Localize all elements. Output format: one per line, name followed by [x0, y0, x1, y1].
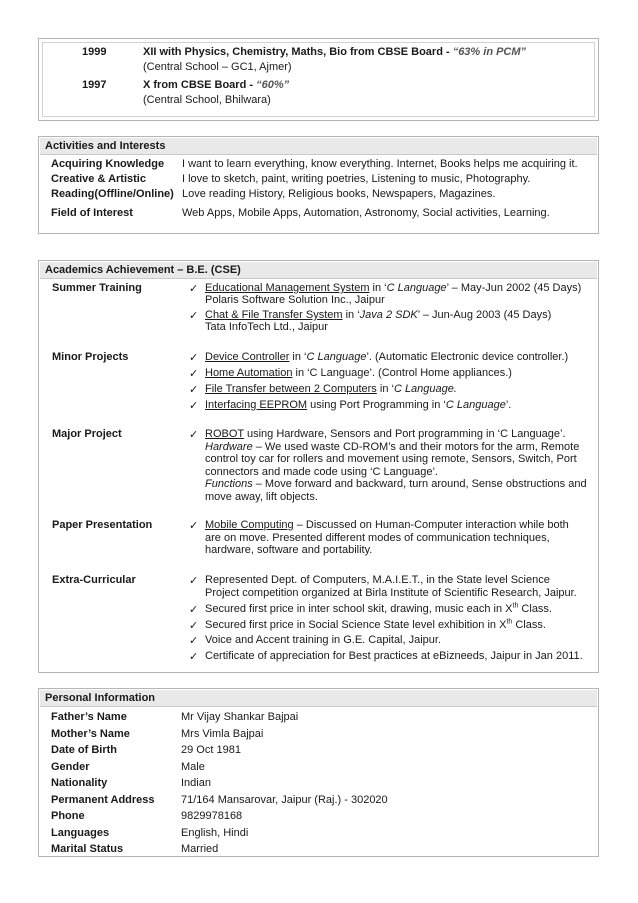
minor-item-text-a: in ‘ [376, 383, 394, 395]
summer-item-2-link[interactable]: Chat & File Transfer System [205, 309, 343, 321]
extra-item-3 [205, 619, 546, 631]
paper-presentation-link[interactable]: Mobile Computing [205, 519, 294, 531]
activity-text: I love to sketch, paint, writing poetries, Listening to music, Photography. [182, 173, 531, 185]
academics-header: Academics Achievement – B.E. (CSE) [40, 262, 597, 279]
edu-score-1: “63% in PCM” [452, 46, 527, 58]
activities-section [38, 136, 599, 234]
personal-header: Personal Information [40, 690, 597, 707]
extra-item-2 [205, 603, 552, 615]
check-icon: ✓ [189, 651, 199, 663]
check-icon: ✓ [189, 575, 199, 587]
personal-value: 71/164 Mansarovar, Jaipur (Raj.) - 302020 [181, 794, 388, 806]
summer-item-2-lang: Java 2 SDK [359, 309, 418, 321]
extra-item-3-text-a: Secured first price in Social Science State level exhibition in X [205, 619, 507, 631]
personal-label: Permanent Address [51, 794, 155, 806]
paper-presentation-text [205, 519, 587, 557]
personal-label: Languages [51, 827, 110, 839]
summer-item-2-text-a: in ‘ [342, 309, 360, 321]
education-section [38, 38, 599, 121]
major-hardware-label: Hardware [205, 440, 253, 453]
personal-label: Date of Birth [51, 744, 117, 756]
summer-item-1-text-b: ’ – May-Jun 2002 (45 Days) [446, 282, 582, 294]
personal-label: Mother’s Name [51, 728, 130, 740]
edu-title-1 [143, 46, 526, 58]
check-icon: ✓ [189, 283, 199, 295]
minor-item [205, 351, 568, 363]
personal-section [38, 688, 599, 857]
minor-item-text-a: using Port Programming in ‘ [307, 399, 446, 411]
edu-school-1: (Central School – GC1, Ajmer) [143, 61, 292, 73]
paper-presentation-body: – Discussed on Human-Computer interaction while both are on move. Presented different modes of communication techniques, hardware, software and portability. [205, 519, 569, 556]
minor-item-lang: C Language [306, 351, 367, 363]
summer-item-1-text-a: in ‘ [369, 282, 387, 294]
edu-year-2: 1997 [82, 79, 107, 91]
personal-label: Father’s Name [51, 711, 127, 723]
minor-item-lang: C Language. [393, 383, 457, 395]
personal-label: Gender [51, 761, 90, 773]
extra-item-3-text-b: Class. [512, 619, 546, 631]
personal-value: 9829978168 [181, 810, 243, 822]
summer-item-2 [205, 309, 551, 321]
activity-label: Acquiring Knowledge [51, 158, 165, 170]
minor-item-lang: C Language [445, 399, 506, 411]
personal-value: Male [181, 761, 205, 773]
edu-title-1-text: XII with Physics, Chemistry, Maths, Bio from CBSE Board - [143, 46, 453, 58]
minor-projects-label: Minor Projects [52, 351, 129, 363]
activities-header: Activities and Interests [40, 138, 597, 155]
check-icon: ✓ [189, 310, 199, 322]
check-icon: ✓ [189, 384, 199, 396]
check-icon: ✓ [189, 368, 199, 380]
personal-value: Married [181, 843, 219, 855]
activity-label: Reading(Offline/Online) [51, 188, 174, 200]
personal-label: Phone [51, 810, 85, 822]
minor-item [205, 367, 512, 379]
extra-item-3-sup: th [506, 618, 513, 626]
activity-text: Web Apps, Mobile Apps, Automation, Astronomy, Social activities, Learning. [182, 207, 550, 219]
minor-item-link[interactable]: File Transfer between 2 Computers [205, 383, 377, 395]
major-functions-label: Functions [205, 478, 253, 490]
minor-item-text-a: in ‘ [289, 351, 307, 363]
check-icon: ✓ [189, 620, 199, 632]
minor-item-text-b: ’. [505, 399, 512, 411]
minor-item [205, 383, 457, 395]
extra-curricular-label: Extra-Curricular [52, 574, 136, 586]
personal-value: Indian [181, 777, 211, 789]
minor-item-link[interactable]: Home Automation [205, 367, 293, 379]
major-project-text [205, 428, 587, 503]
check-icon: ✓ [189, 604, 199, 616]
summer-item-1-lang: C Language [386, 282, 447, 294]
check-icon: ✓ [189, 635, 199, 647]
extra-item-2-text-b: Class. [518, 603, 552, 615]
activity-text: Love reading History, Religious books, Newspapers, Magazines. [182, 188, 496, 200]
extra-item-2-text-a: Secured first price in inter school skit, drawing, music each in X [205, 603, 513, 615]
edu-title-2-text: X from CBSE Board - [143, 79, 257, 91]
summer-item-1 [205, 282, 581, 294]
extra-item-1: Represented Dept. of Computers, M.A.I.E.T., in the State level Science Project competition organized at Birla Institute of Scientific Research, Jaipur. [205, 574, 577, 599]
check-icon: ✓ [189, 352, 199, 364]
personal-value: English, Hindi [181, 827, 249, 839]
activity-label: Creative & Artistic [51, 173, 146, 185]
activity-text: I want to learn everything, know everything. Internet, Books helps me acquiring it. [182, 158, 578, 170]
personal-label: Nationality [51, 777, 108, 789]
personal-label: Marital Status [51, 843, 124, 855]
major-project-label: Major Project [52, 428, 122, 440]
extra-item-2-sup: th [512, 602, 519, 610]
extra-item-5: Certificate of appreciation for Best practices at eBizneeds, Jaipur in Jan 2011. [205, 650, 583, 662]
personal-value: Mr Vijay Shankar Bajpai [181, 711, 299, 723]
minor-item-text-b: ’. (Automatic Electronic device controller.) [366, 351, 569, 363]
check-icon: ✓ [189, 520, 199, 532]
summer-item-1-link[interactable]: Educational Management System [205, 282, 370, 294]
check-icon: ✓ [189, 400, 199, 412]
check-icon: ✓ [189, 429, 199, 441]
major-project-link[interactable]: ROBOT [205, 428, 244, 440]
minor-item [205, 399, 511, 411]
edu-school-2: (Central School, Bhilwara) [143, 94, 271, 106]
personal-value: 29 Oct 1981 [181, 744, 241, 756]
major-project-intro: using Hardware, Sensors and Port programming in ‘C Language’. [243, 428, 566, 440]
summer-item-1-company: Polaris Software Solution Inc., Jaipur [205, 294, 385, 306]
minor-item-link[interactable]: Device Controller [205, 351, 290, 363]
summer-item-2-text-b: ’ – Jun-Aug 2003 (45 Days) [417, 309, 552, 321]
minor-item-link[interactable]: Interfacing EEPROM [205, 399, 308, 411]
paper-presentation-label: Paper Presentation [52, 519, 153, 531]
minor-item-text-a: in ‘C Language’. (Control Home appliances.) [292, 367, 512, 379]
edu-title-2 [143, 79, 289, 91]
academics-section [38, 260, 599, 673]
personal-value: Mrs Vimla Bajpai [181, 728, 264, 740]
major-functions-text: – Move forward and backward, turn around, Sense obstructions and move away, lift objects. [205, 478, 587, 503]
summer-item-2-company: Tata InfoTech Ltd., Jaipur [205, 321, 328, 333]
extra-item-4: Voice and Accent training in G.E. Capital, Jaipur. [205, 634, 442, 646]
edu-score-2: “60%” [256, 79, 290, 91]
major-hardware-text: – We used waste CD-ROM’s and their motors for the arm, Remote control toy car for rollers and movement using remote, Sensors, Switch, Port connectors and made code using ‘C Language’. [205, 440, 580, 478]
summer-training-label: Summer Training [52, 282, 142, 294]
edu-year-1: 1999 [82, 46, 107, 58]
activity-label: Field of Interest [51, 207, 133, 219]
